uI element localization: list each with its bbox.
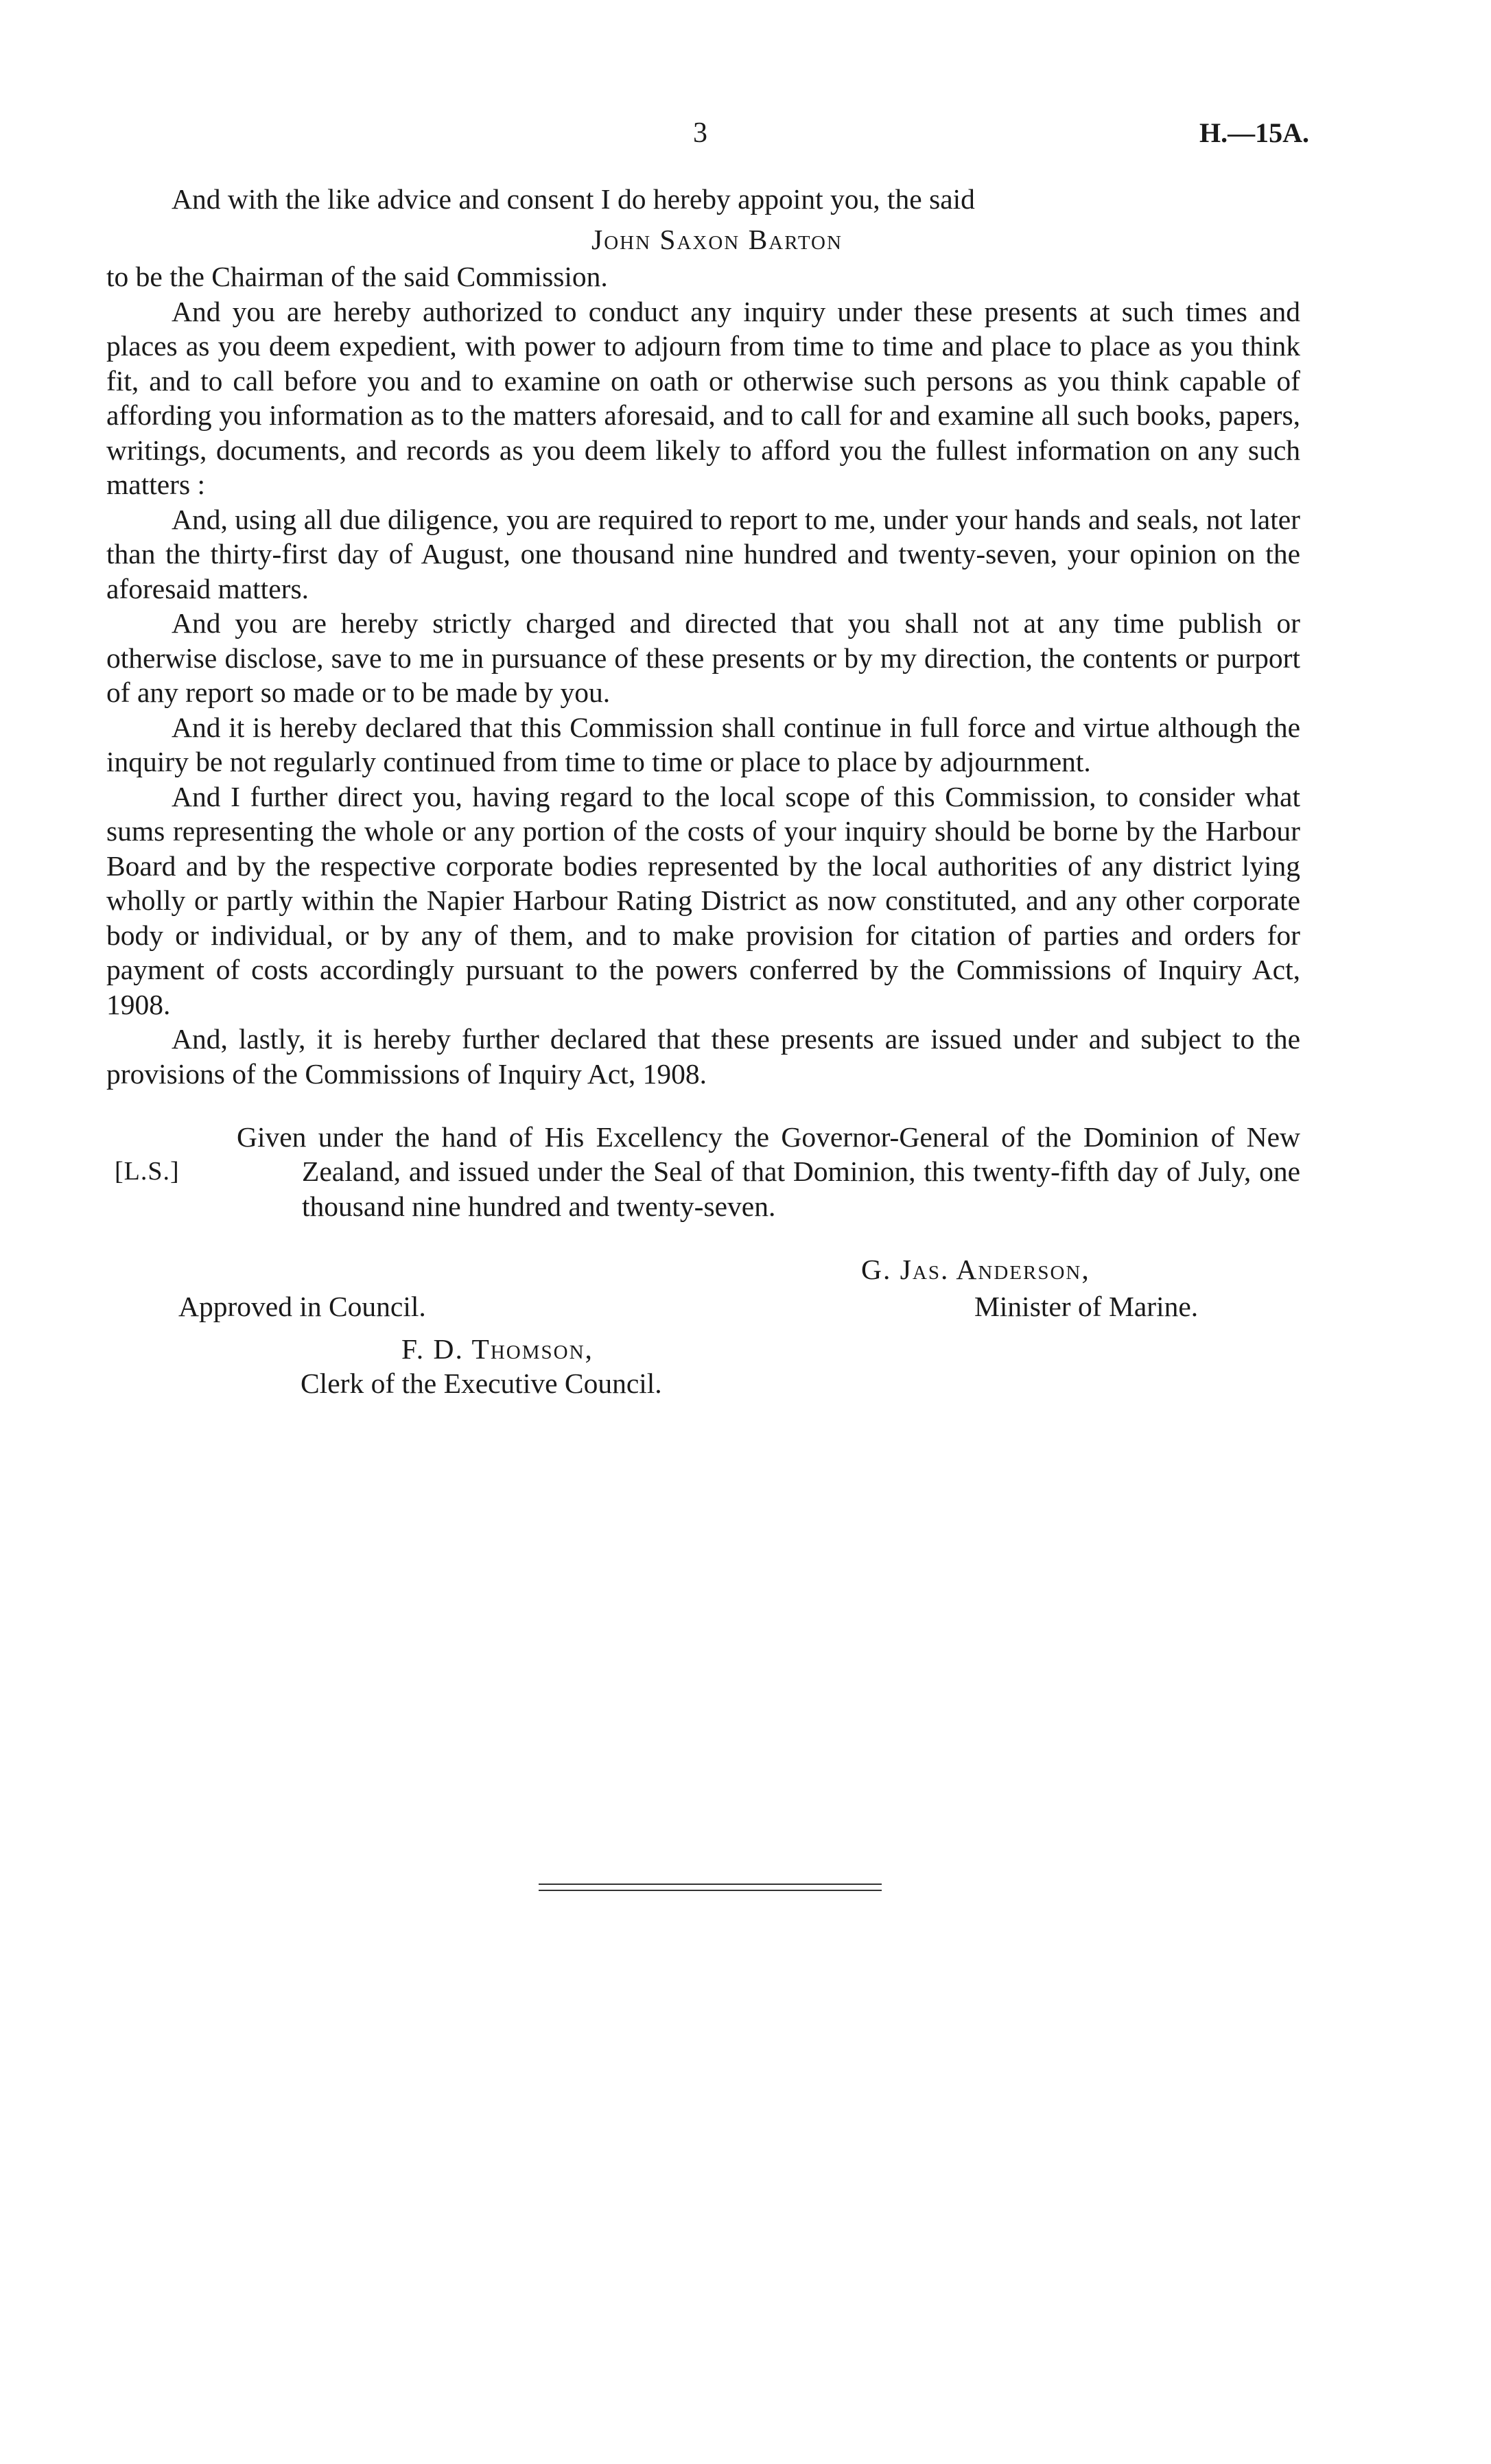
paragraph-authorization: And you are hereby authorized to conduct any inquiry under these presents at such times and places as you deem expedient, with power to adjourn from time to time and place to place as you think fit, and to call before you and to examine on oath or otherwise such persons as you think capable of affording you information as to the matters aforesaid, and to call for and examine all such books, papers, writings, documents, and records as you deem likely to afford you the fullest information on any such matters :	[106, 295, 1300, 500]
paragraph-appointment: And with the like advice and consent I do hereby appoint you, the said	[172, 183, 975, 215]
clerk-signature-block	[106, 1332, 1300, 1407]
given-under-hand-block	[106, 1120, 1300, 1224]
minister-name: G. Jas. Anderson,	[861, 1253, 1090, 1285]
clerk-title: Clerk of the Executive Council.	[301, 1367, 662, 1399]
document-reference: H.—15A.	[1199, 117, 1309, 148]
page-number: 3	[693, 117, 707, 149]
paragraph-provisions: And, lastly, it is hereby further declared that these presents are issued under and subject to the provisions of the Commissions of Inquiry Act, 1908.	[106, 1023, 1300, 1090]
paragraph-confidentiality: And you are hereby strictly charged and directed that you shall not at any time publish or otherwise disclose, save to me in pursuance of these presents or by my direction, the contents or purport of any report so made or to be made by you.	[106, 607, 1300, 708]
closing-rule-bottom	[539, 1890, 882, 1891]
paragraph-continuation: And it is hereby declared that this Commission shall continue in full force and virtue although the inquiry be not regularly continued from time to time or place to place by adjournment.	[106, 711, 1300, 777]
closing-rule-top	[539, 1884, 882, 1885]
seal-mark: [L.S.]	[115, 1156, 180, 1186]
paragraph-report-deadline: And, using all due diligence, you are required to report to me, under your hands and seals, not later than the thirty-first day of August, one thousand nine hundred and twenty-seven, your opinion on the aforesaid matters.	[106, 503, 1300, 605]
page-header	[0, 117, 1491, 158]
chairman-name: John Saxon Barton	[591, 223, 843, 255]
given-text: Given under the hand of His Excellency the Governor-General of the Dominion of New Zealand, and issued under the Seal of that Dominion, this twenty-fifth day of July, one thousand nine hundred and twenty-seven.	[237, 1120, 1300, 1222]
approved-in-council: Approved in Council.	[178, 1290, 426, 1322]
paragraph-costs: And I further direct you, having regard to the local scope of this Commission, to consider what sums representing the whole or any portion of the costs of your inquiry should be borne by the Harbour Board and by the respective corporate bodies represented by the local authorities of any district lying wholly or partly within the Napier Harbour Rating District as now constituted, and any other corporate body or individual, or by any of them, and to make provision for citation of parties and orders for payment of costs accordingly pursuant to the powers conferred by the Commissions of Inquiry Act, 1908.	[106, 780, 1300, 1020]
clerk-name: F. D. Thomson,	[401, 1333, 594, 1365]
paragraph-chairman-role: to be the Chairman of the said Commission.	[106, 261, 608, 292]
document-body	[106, 182, 1300, 1407]
minister-signature-block	[106, 1252, 1300, 1328]
minister-title: Minister of Marine.	[974, 1290, 1199, 1322]
